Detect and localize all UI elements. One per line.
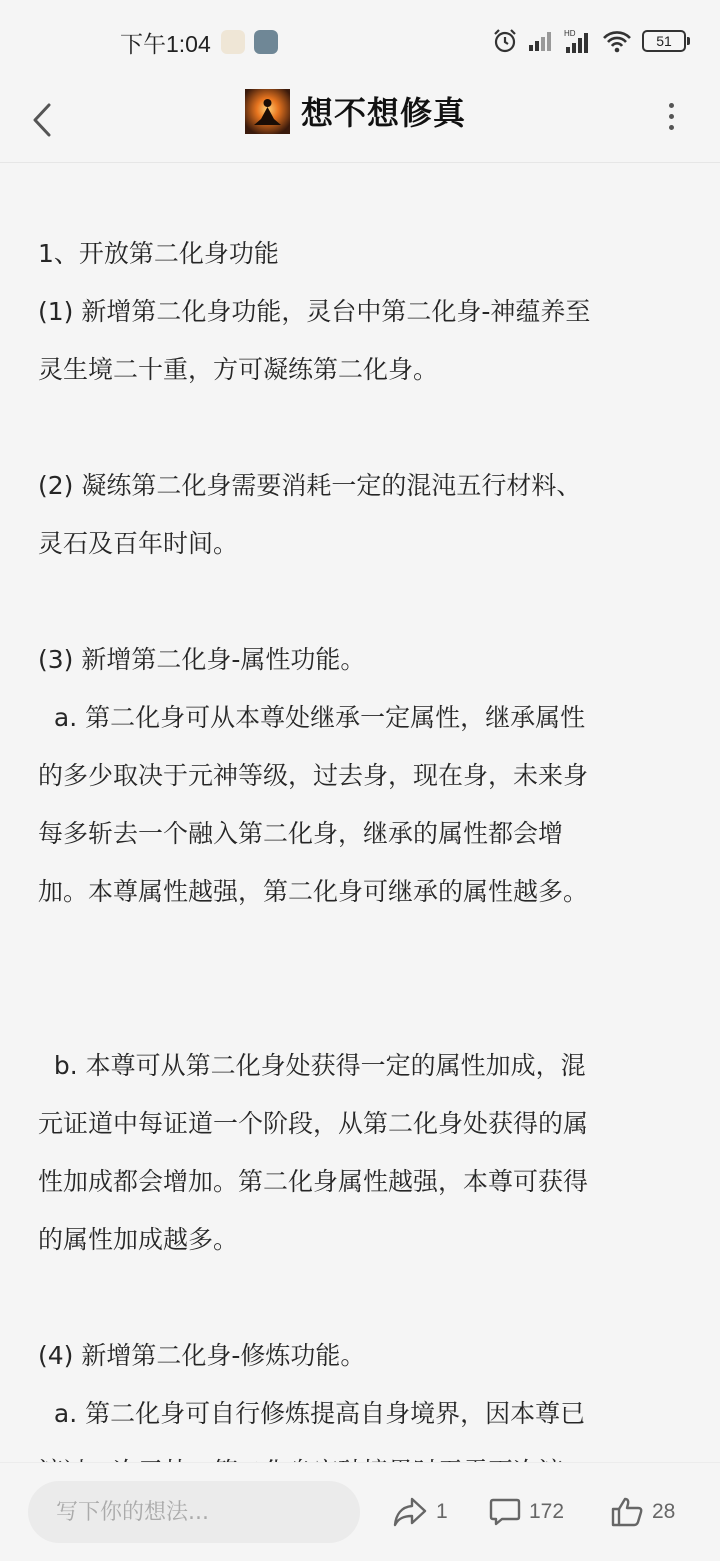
notification-app-icon <box>221 30 245 54</box>
article-line: b. 本尊可从第二化身处获得一定的属性加成，混 <box>38 1051 586 1080</box>
page-title: 想不想修真 <box>301 94 467 132</box>
alarm-icon <box>492 28 518 54</box>
status-indicators <box>492 26 686 56</box>
notification-app-icon-2 <box>254 30 278 54</box>
article-line: 的属性加成越多。 <box>38 1225 239 1254</box>
comment-icon <box>489 1497 521 1527</box>
article-line: 1、开放第二化身功能 <box>38 239 279 268</box>
article-line: 性加成都会增加。第二化身属性越强，本尊可获得 <box>38 1167 589 1196</box>
signal-icon <box>528 30 554 52</box>
wifi-icon <box>602 29 632 53</box>
like-button[interactable] <box>610 1489 675 1535</box>
blank-line <box>38 979 688 1037</box>
share-button[interactable] <box>392 1489 448 1535</box>
article-line: 加。本尊属性越强，第二化身可继承的属性越多。 <box>38 877 589 906</box>
article-line: 灵石及百年时间。 <box>38 529 239 558</box>
status-time: 下午1:04 <box>120 31 211 57</box>
share-count: 1 <box>436 1500 448 1523</box>
comment-count: 172 <box>529 1500 565 1523</box>
article-line: 的多少取决于元神等级，过去身，现在身，未来身 <box>38 761 589 790</box>
battery-indicator: 51 <box>642 30 686 52</box>
more-vertical-icon <box>669 103 674 108</box>
game-logo-icon <box>245 89 290 134</box>
header-title-group <box>245 88 466 134</box>
article-line: 灵生境二十重，方可凝练第二化身。 <box>38 355 439 384</box>
blank-line <box>38 1269 688 1327</box>
signal-hd-icon <box>564 28 592 54</box>
article-body <box>38 225 688 1460</box>
blank-line <box>38 399 688 457</box>
like-count: 28 <box>652 1500 676 1523</box>
article-line: a. 第二化身可自行修炼提高自身境界，因本尊已 <box>38 1399 586 1428</box>
blank-line <box>38 573 688 631</box>
svg-text:HD: HD <box>564 29 576 38</box>
thumbs-up-icon <box>610 1496 644 1528</box>
comment-button[interactable] <box>489 1489 564 1535</box>
top-app-bar <box>0 80 720 163</box>
article-line: 每多斩去一个融入第二化身，继承的属性都会增 <box>38 819 564 848</box>
blank-line <box>38 921 688 979</box>
article-line: a. 第二化身可从本尊处继承一定属性，继承属性 <box>38 703 586 732</box>
article-line: (4) 新增第二化身-修炼功能。 <box>38 1341 366 1370</box>
article-line: 元证道中每证道一个阶段，从第二化身处获得的属 <box>38 1109 589 1138</box>
back-button[interactable] <box>22 92 62 148</box>
article-line: (3) 新增第二化身-属性功能。 <box>38 645 366 674</box>
chevron-left-icon <box>30 102 54 138</box>
article-line: (1) 新增第二化身功能，灵台中第二化身-神蕴养至 <box>38 297 591 326</box>
share-icon <box>392 1496 428 1528</box>
bottom-action-bar <box>0 1462 720 1561</box>
more-options-button[interactable] <box>656 98 686 134</box>
status-bar <box>0 0 720 80</box>
article-line: (2) 凝练第二化身需要消耗一定的混沌五行材料、 <box>38 471 582 500</box>
comment-input[interactable] <box>28 1481 360 1543</box>
